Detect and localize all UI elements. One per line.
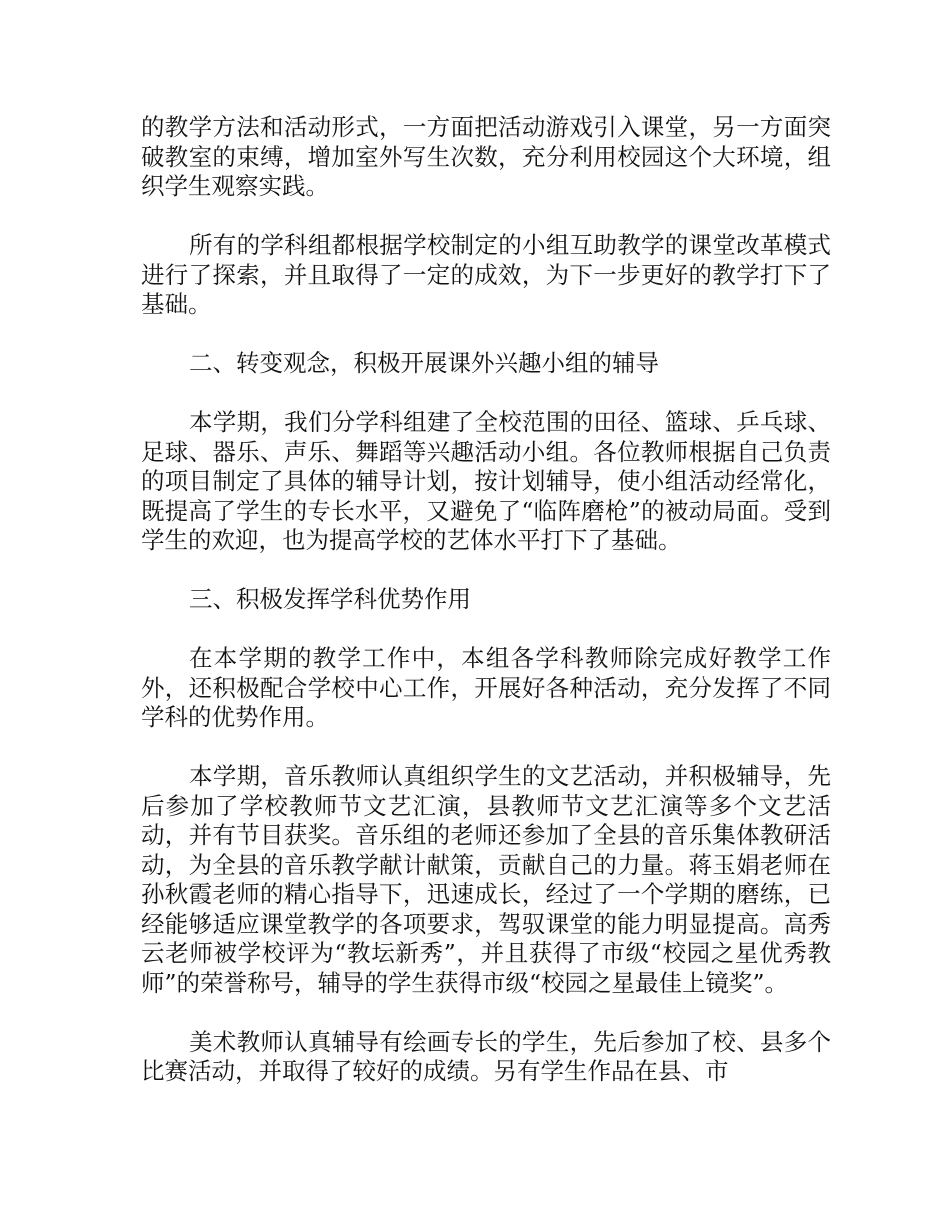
paragraph-continuation: 的教学方法和活动形式，一方面把活动游戏引入课堂，另一方面突破教室的束缚，增加室外写生次数，充分利用校园这个大环境，组织学生观察实践。 [141,113,831,200]
paragraph-music-teachers: 本学期，音乐教师认真组织学生的文艺活动，并积极辅导，先后参加了学校教师节文艺汇演，县教师节文艺汇演等多个文艺活动，并有节目获奖。音乐组的老师还参加了全县的音乐集体教研活动，为全县的音乐教学献计献策，贡献自己的力量。蒋玉娟老师在孙秋霞老师的精心指导下，迅速成长，经过了一个学期的磨练，已经能够适应课堂教学的各项要求，驾驭课堂的能力明显提高。高秀云老师被学校评为“教坛新秀”，并且获得了市级“校园之星优秀教师”的荣誉称号，辅导的学生获得市级“校园之星最佳上镜奖”。 [141,762,831,997]
paragraph-art-teachers: 美术教师认真辅导有绘画专长的学生，先后参加了校、县多个比赛活动，并取得了较好的成绩。另有学生作品在县、市 [141,1027,831,1085]
section-heading-3: 三、积极发挥学科优势作用 [189,585,471,613]
paragraph-subject-advantages: 在本学期的教学工作中，本组各学科教师除完成好教学工作外，还积极配合学校中心工作，开展好各种活动，充分发挥了不同学科的优势作用。 [141,644,831,731]
document-body [141,113,831,1116]
paragraph-interest-groups: 本学期，我们分学科组建了全校范围的田径、篮球、乒乓球、足球、器乐、声乐、舞蹈等兴趣活动小组。各位教师根据自己负责的项目制定了具体的辅导计划，按计划辅导，使小组活动经常化，既提高了学生的专长水平，又避免了“临阵磨枪”的被动局面。受到学生的欢迎，也为提高学校的艺体水平打下了基础。 [141,408,831,554]
paragraph-reform-exploration: 所有的学科组都根据学校制定的小组互助教学的课堂改革模式进行了探索，并且取得了一定的成效，为下一步更好的教学打下了基础。 [141,231,831,318]
section-heading-2: 二、转变观念，积极开展课外兴趣小组的辅导 [189,349,659,377]
